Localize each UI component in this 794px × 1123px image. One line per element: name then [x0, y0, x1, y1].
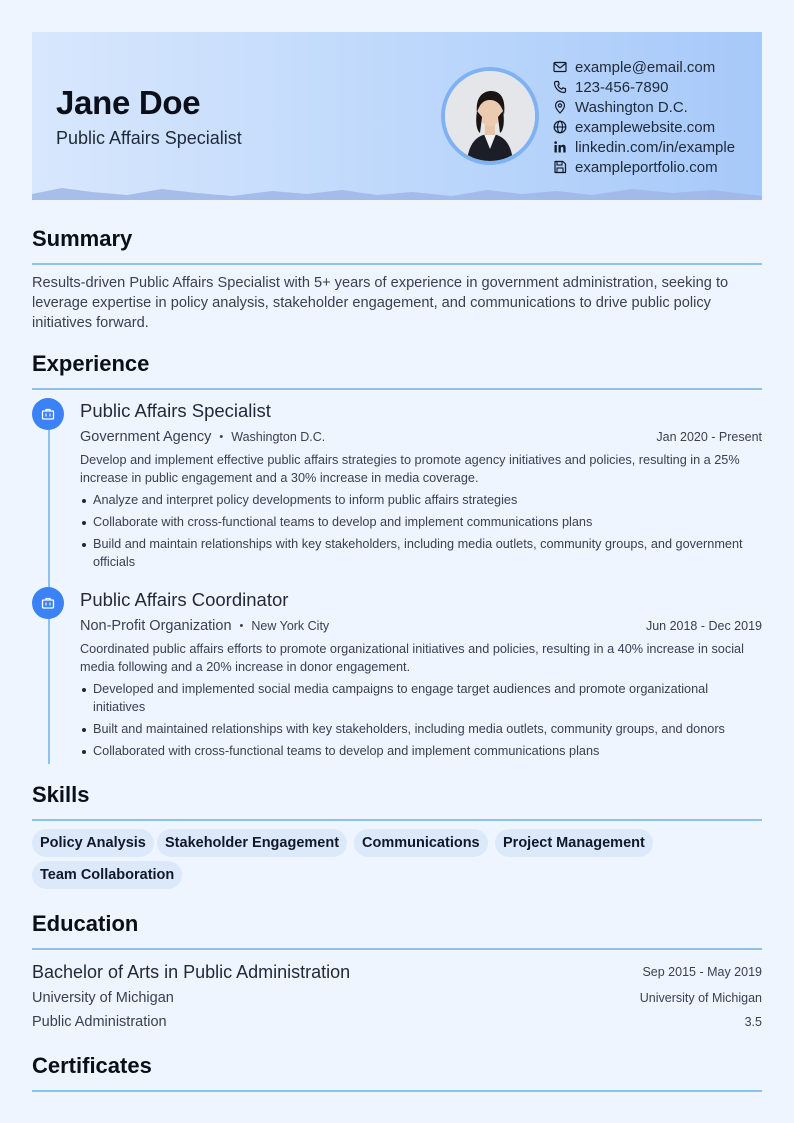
mail-icon — [553, 60, 567, 74]
job-location: New York City — [251, 619, 330, 633]
skills-heading: Skills — [32, 782, 90, 807]
experience-entry — [80, 587, 762, 764]
job-title: Public Affairs Coordinator — [80, 589, 289, 610]
skill-chip: Communications — [354, 829, 488, 857]
skill-chip: Stakeholder Engagement — [157, 829, 347, 857]
contact-phone[interactable] — [553, 77, 735, 97]
education-degree: Bachelor of Arts in Public Administration — [32, 961, 351, 982]
job-bullets — [80, 680, 762, 760]
experience-divider — [32, 388, 762, 390]
list-item: Built and maintained relationships with key stakeholders, including media outlets, community groups, and donors — [80, 720, 762, 738]
job-description: Develop and implement effective public affairs strategies to promote agency initiatives and policies, resulting in a 25% increase in public engagement and a 30% increase in media coverage. — [80, 453, 740, 485]
mountain-decoration — [32, 184, 762, 200]
bullet-separator: • — [219, 431, 224, 443]
skill-chip: Team Collaboration — [32, 861, 182, 889]
globe-icon — [553, 120, 567, 134]
job-title: Public Affairs Specialist — [80, 400, 271, 421]
education-heading: Education — [32, 911, 139, 936]
bullet-separator: • — [239, 620, 244, 632]
contact-portfolio-text: exampleportfolio.com — [575, 158, 718, 176]
education-divider — [32, 948, 762, 950]
contact-location-text: Washington D.C. — [575, 98, 688, 116]
person-portrait-icon — [445, 71, 535, 161]
job-dates: Jan 2020 - Present — [656, 430, 762, 444]
skill-chip: Policy Analysis — [32, 829, 154, 857]
education-field-row — [32, 1011, 762, 1033]
candidate-title: Public Affairs Specialist — [56, 128, 242, 148]
contact-portfolio[interactable] — [553, 157, 735, 177]
job-dates: Jun 2018 - Dec 2019 — [645, 619, 762, 633]
contact-location — [553, 97, 735, 117]
summary-divider — [32, 263, 762, 265]
job-bullets — [80, 491, 762, 571]
contact-phone-text: 123-456-7890 — [575, 78, 669, 96]
avatar — [445, 71, 535, 161]
contact-email-text: example@email.com — [575, 58, 716, 76]
education-gpa: 3.5 — [744, 1015, 762, 1029]
experience-heading: Experience — [32, 351, 150, 376]
certificates-heading: Certificates — [32, 1053, 152, 1078]
profile-photo — [441, 67, 539, 165]
list-item: Developed and implemented social media campaigns to engage target audiences and promote organizational initiatives — [80, 680, 762, 716]
linkedin-icon — [553, 140, 567, 154]
summary-heading: Summary — [32, 226, 133, 251]
resume-header — [32, 32, 762, 200]
contact-website-text: examplewebsite.com — [575, 118, 716, 136]
candidate-name: Jane Doe — [56, 84, 201, 121]
portfolio-icon — [553, 160, 567, 174]
phone-icon — [553, 80, 567, 94]
location-pin-icon — [553, 100, 567, 114]
list-item: Collaborate with cross-functional teams to develop and implement communications plans — [80, 513, 762, 531]
contact-linkedin[interactable] — [553, 137, 735, 157]
experience-entry — [80, 398, 762, 575]
skills-divider — [32, 819, 762, 821]
contact-email[interactable] — [553, 57, 735, 77]
education-degree-row — [32, 960, 762, 984]
summary-text: Results-driven Public Affairs Specialist with 5+ years of experience in government administration, seeking to leverage expertise in policy analysis, stakeholder engagement, and communications to drive public policy initiatives forward. — [32, 275, 729, 331]
education-school-right: University of Michigan — [639, 991, 762, 1005]
job-company: Non-Profit Organization — [80, 618, 232, 634]
certificates-divider — [32, 1090, 762, 1092]
briefcase-icon — [32, 398, 64, 430]
briefcase-icon — [32, 587, 64, 619]
list-item: Build and maintain relationships with key stakeholders, including media outlets, community groups, and government officials — [80, 535, 762, 571]
contact-linkedin-text: linkedin.com/in/example — [575, 138, 736, 156]
job-description: Coordinated public affairs efforts to promote organizational initiatives and policies, resulting in a 40% increase in social media following and a 20% increase in donor engagement. — [80, 642, 744, 674]
contact-website[interactable] — [553, 117, 735, 137]
contact-list — [553, 57, 735, 177]
job-meta — [80, 613, 762, 639]
education-school-row — [32, 987, 762, 1009]
job-meta — [80, 424, 762, 450]
skill-chip: Project Management — [495, 829, 653, 857]
education-school: University of Michigan — [32, 990, 174, 1006]
education-dates: Sep 2015 - May 2019 — [642, 965, 762, 979]
list-item: Collaborated with cross-functional teams to develop and implement communications plans — [80, 742, 762, 760]
job-location: Washington D.C. — [231, 430, 326, 444]
list-item: Analyze and interpret policy developments to inform public affairs strategies — [80, 491, 762, 509]
job-company: Government Agency — [80, 429, 212, 445]
education-field: Public Administration — [32, 1014, 167, 1030]
